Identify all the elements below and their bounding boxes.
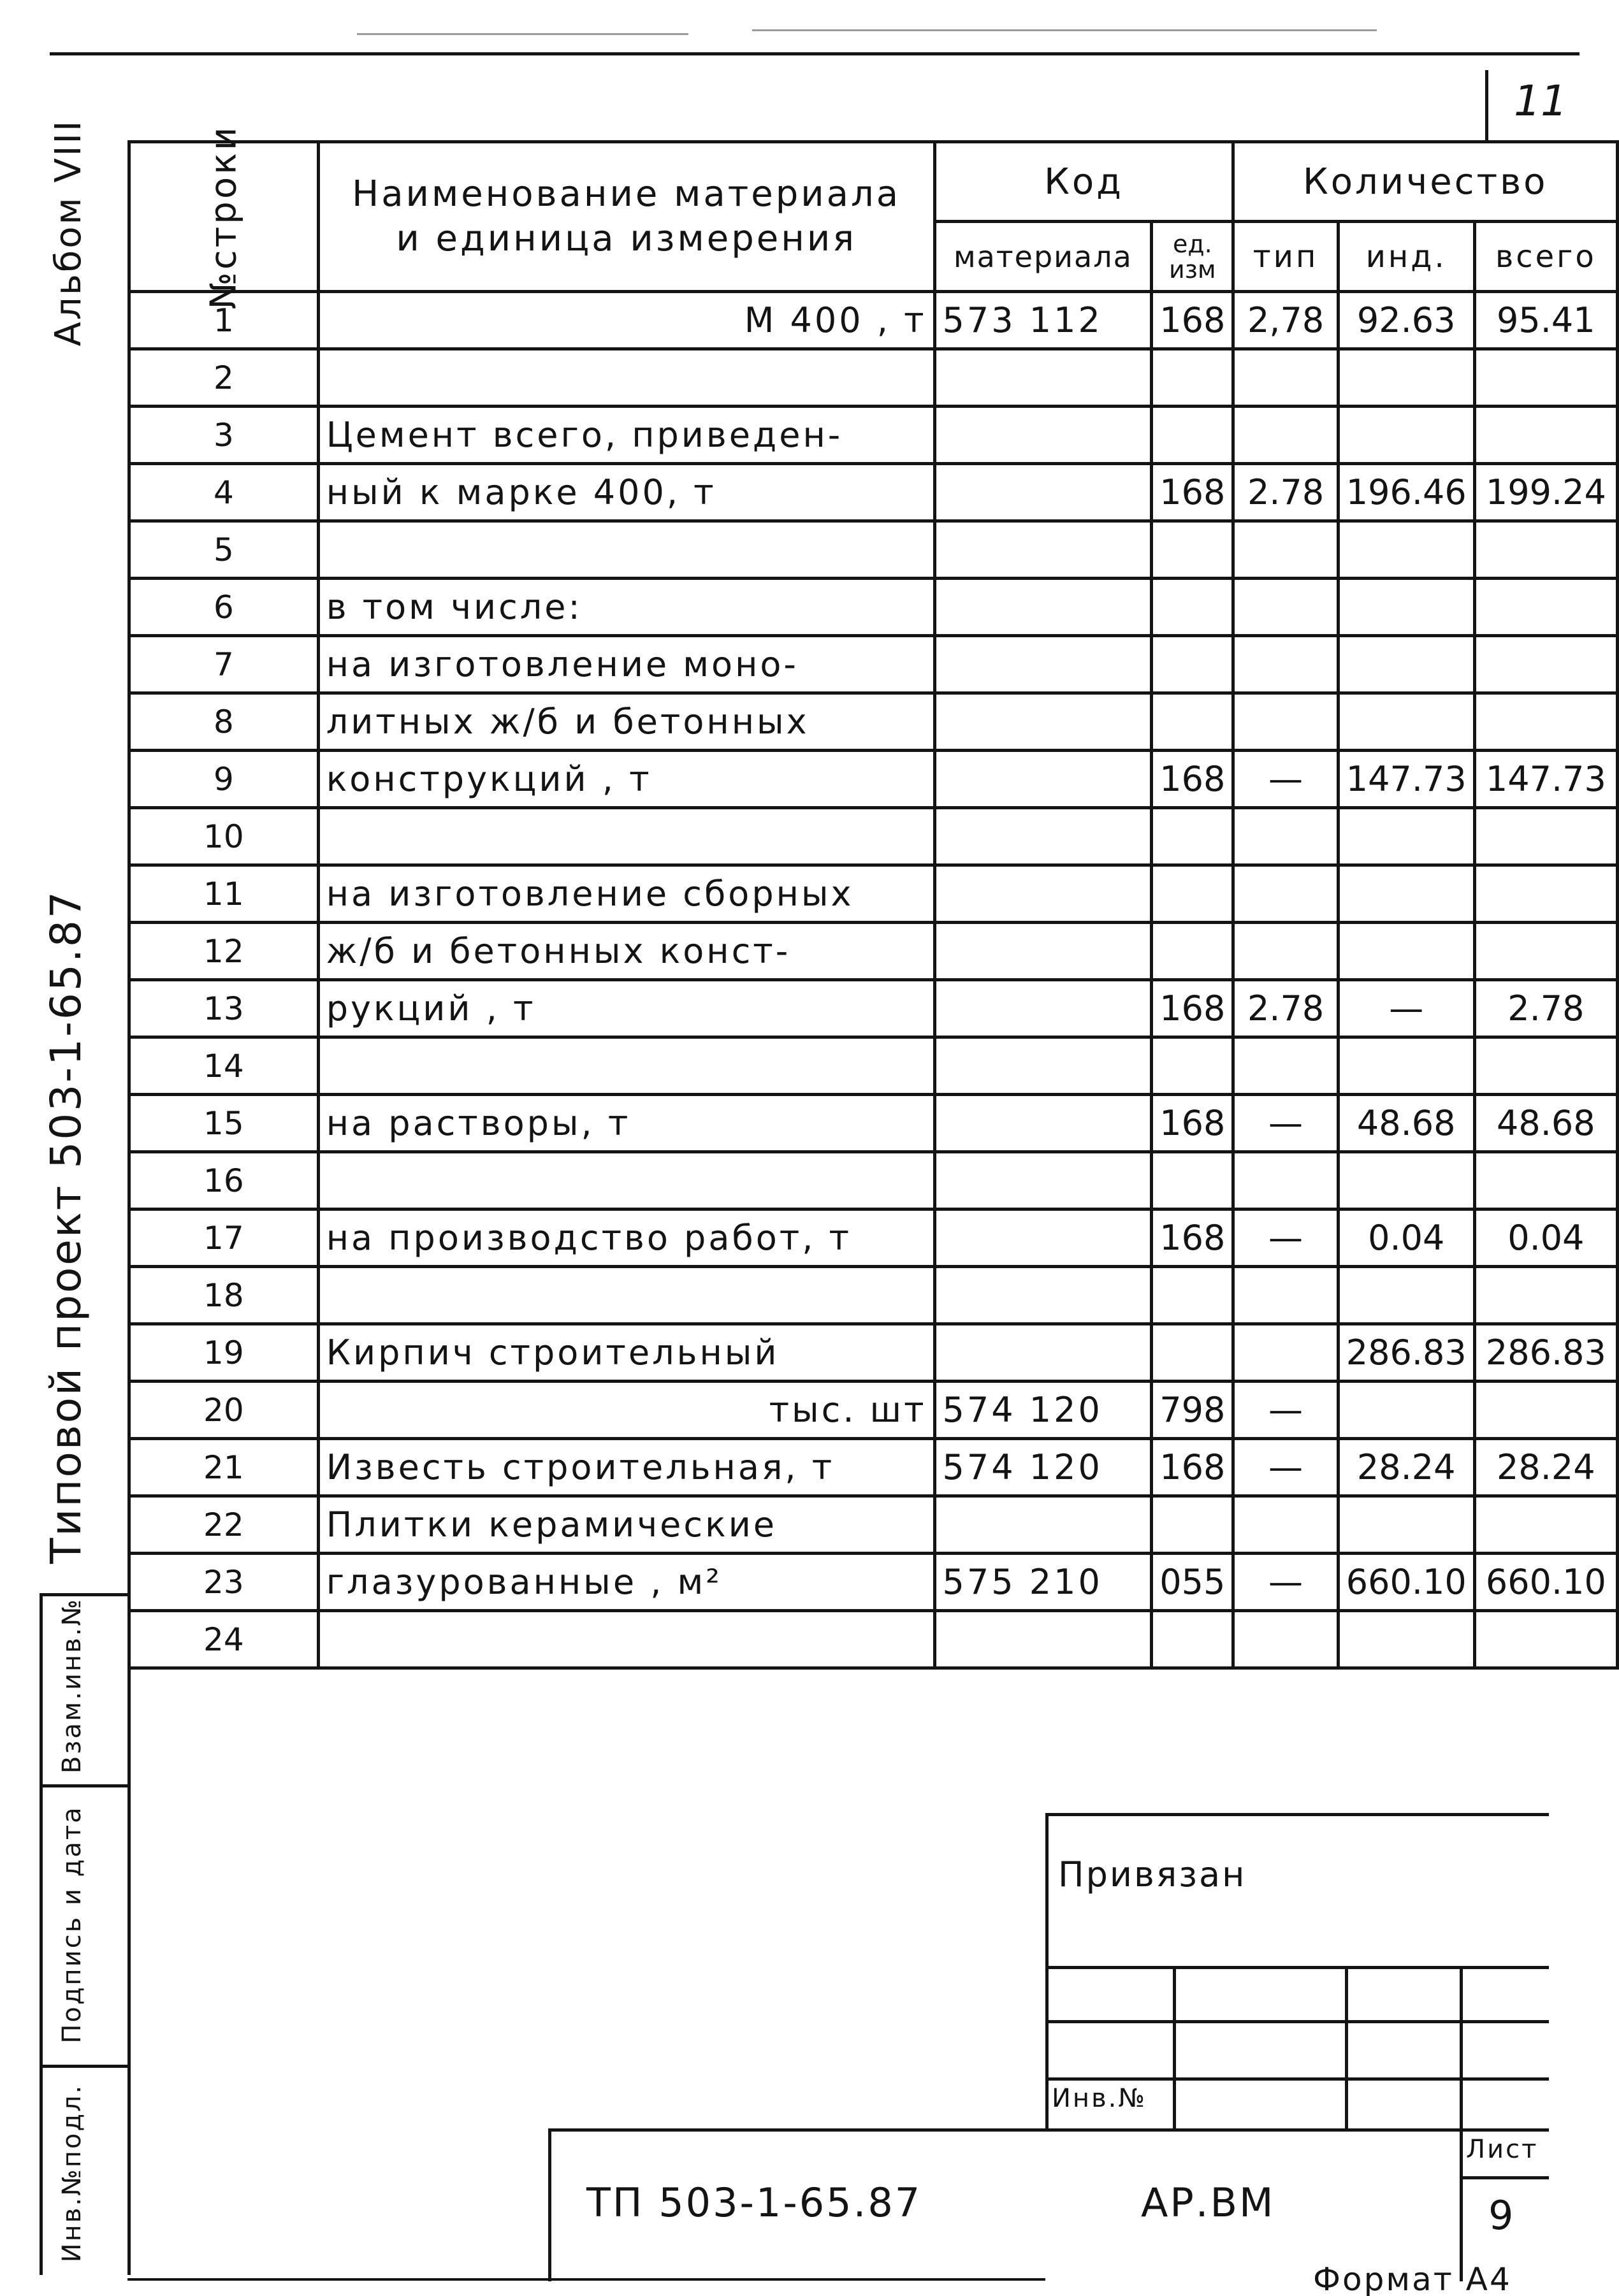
material-name: глазурованные , м² [318, 1554, 934, 1611]
material-name: на производство работ, т [318, 1209, 934, 1267]
material-code [934, 579, 1152, 636]
qty-ind [1338, 693, 1474, 751]
material-name: тыс. шт [318, 1382, 934, 1439]
qty-type: — [1233, 1554, 1338, 1611]
material-code [934, 693, 1152, 751]
material-code [934, 636, 1152, 693]
qty-ind: 28.24 [1338, 1439, 1474, 1496]
qty-ind [1338, 636, 1474, 693]
table-row [129, 1382, 1618, 1439]
qty-total [1474, 923, 1617, 980]
material-code [934, 980, 1152, 1037]
qty-type: — [1233, 1439, 1338, 1496]
bound-label: Привязан [1058, 1854, 1247, 1895]
qty-total: 199.24 [1474, 464, 1617, 521]
unit-code [1152, 1324, 1233, 1382]
margin-frame [40, 1593, 43, 2275]
album-label: Альбом VIII [48, 119, 89, 347]
qty-total [1474, 865, 1617, 923]
qty-type: 2.78 [1233, 464, 1338, 521]
title-block-line [1045, 1966, 1549, 1969]
qty-total [1474, 349, 1617, 407]
material-name [318, 521, 934, 579]
qty-type [1233, 407, 1338, 464]
title-block-main [548, 2128, 1549, 2132]
sheet-number: 9 [1488, 2192, 1516, 2239]
original-inv-label: Инв.№подл. [57, 2083, 87, 2263]
material-name [318, 1152, 934, 1209]
qty-total: 28.24 [1474, 1439, 1617, 1496]
qty-ind [1338, 808, 1474, 865]
material-name: ж/б и бетонных конст- [318, 923, 934, 980]
top-rule [50, 52, 1579, 55]
project-label: Типовой проект 503-1-65.87 [41, 890, 91, 1564]
title-block-main [1460, 2176, 1549, 2179]
scan-artifact [752, 29, 1377, 31]
title-block-frame [1045, 1813, 1049, 2128]
material-code [934, 1037, 1152, 1095]
qty-total: 286.83 [1474, 1324, 1617, 1382]
qty-ind [1338, 1267, 1474, 1324]
table-row [129, 751, 1618, 808]
qty-ind [1338, 923, 1474, 980]
header-material-name: Наименование материала и единица измерения [318, 142, 934, 292]
table-row [129, 1267, 1618, 1324]
table-row [129, 865, 1618, 923]
table-row [129, 579, 1618, 636]
material-name: в том числе: [318, 579, 934, 636]
unit-code: 168 [1152, 464, 1233, 521]
margin-divider [40, 1784, 129, 1787]
material-name [318, 349, 934, 407]
table-row [129, 923, 1618, 980]
materials-table [127, 124, 1619, 1670]
row-number: 13 [129, 980, 319, 1037]
row-number: 20 [129, 1382, 319, 1439]
row-number: 24 [129, 1611, 319, 1668]
row-number: 5 [129, 521, 319, 579]
material-code [934, 464, 1152, 521]
unit-code [1152, 693, 1233, 751]
row-number: 6 [129, 579, 319, 636]
qty-type: — [1233, 1382, 1338, 1439]
qty-type: — [1233, 1209, 1338, 1267]
unit-code [1152, 349, 1233, 407]
unit-code: 798 [1152, 1382, 1233, 1439]
unit-code: 168 [1152, 292, 1233, 349]
material-code [934, 521, 1152, 579]
row-number: 7 [129, 636, 319, 693]
qty-ind [1338, 349, 1474, 407]
unit-code [1152, 1496, 1233, 1554]
table-row [129, 1554, 1618, 1611]
qty-total [1474, 693, 1617, 751]
header-code: Код [934, 142, 1233, 222]
bottom-rule [127, 2278, 1045, 2281]
qty-ind [1338, 1152, 1474, 1209]
material-code [934, 1095, 1152, 1152]
unit-code [1152, 1611, 1233, 1668]
qty-ind: 48.68 [1338, 1095, 1474, 1152]
qty-total [1474, 1382, 1617, 1439]
scan-artifact [357, 33, 688, 35]
title-block-line [1345, 1966, 1348, 2128]
header-qty-ind: инд. [1338, 222, 1474, 292]
signature-date-label: Подпись и дата [57, 1805, 87, 2044]
qty-total: 2.78 [1474, 980, 1617, 1037]
row-number: 10 [129, 808, 319, 865]
qty-type [1233, 1267, 1338, 1324]
row-number: 14 [129, 1037, 319, 1095]
qty-ind [1338, 1496, 1474, 1554]
qty-type [1233, 521, 1338, 579]
format-label: Формат А4 [1313, 2261, 1512, 2296]
unit-code: 168 [1152, 1095, 1233, 1152]
qty-ind: — [1338, 980, 1474, 1037]
unit-code [1152, 407, 1233, 464]
replace-inv-label: Взам.инв.№ [57, 1597, 87, 1774]
header-code-material: материала [934, 222, 1152, 292]
unit-code [1152, 923, 1233, 980]
qty-ind [1338, 407, 1474, 464]
qty-total [1474, 808, 1617, 865]
material-name [318, 808, 934, 865]
sheet-label: Лист [1466, 2135, 1539, 2164]
qty-total [1474, 1037, 1617, 1095]
material-code: 574 120 [934, 1382, 1152, 1439]
table-row [129, 464, 1618, 521]
table-row [129, 349, 1618, 407]
title-block-frame [1045, 1813, 1549, 1816]
qty-type [1233, 808, 1338, 865]
qty-ind: 147.73 [1338, 751, 1474, 808]
qty-total [1474, 521, 1617, 579]
qty-total: 0.04 [1474, 1209, 1617, 1267]
header-row-number: №строки [129, 142, 319, 292]
qty-total [1474, 1496, 1617, 1554]
material-code [934, 1267, 1152, 1324]
qty-type: 2,78 [1233, 292, 1338, 349]
qty-type [1233, 1324, 1338, 1382]
qty-ind: 92.63 [1338, 292, 1474, 349]
material-code [934, 923, 1152, 980]
material-name [318, 1037, 934, 1095]
material-name: Кирпич строительный [318, 1324, 934, 1382]
material-name: Плитки керамические [318, 1496, 934, 1554]
title-block-line [1173, 1966, 1176, 2128]
material-code [934, 1611, 1152, 1668]
unit-code: 055 [1152, 1554, 1233, 1611]
qty-ind: 660.10 [1338, 1554, 1474, 1611]
qty-total [1474, 579, 1617, 636]
unit-code: 168 [1152, 980, 1233, 1037]
title-block-line [1045, 2020, 1549, 2023]
material-code [934, 349, 1152, 407]
qty-type [1233, 349, 1338, 407]
row-number: 19 [129, 1324, 319, 1382]
material-name: М 400 , т [318, 292, 934, 349]
material-name: на растворы, т [318, 1095, 934, 1152]
unit-code [1152, 521, 1233, 579]
qty-type [1233, 1496, 1338, 1554]
material-code: 574 120 [934, 1439, 1152, 1496]
qty-total [1474, 1267, 1617, 1324]
row-number: 12 [129, 923, 319, 980]
qty-type [1233, 1037, 1338, 1095]
qty-ind [1338, 865, 1474, 923]
table-row [129, 808, 1618, 865]
row-number: 17 [129, 1209, 319, 1267]
table-row [129, 407, 1618, 464]
row-number: 1 [129, 292, 319, 349]
qty-ind [1338, 1611, 1474, 1668]
unit-code [1152, 1037, 1233, 1095]
material-code [934, 1209, 1152, 1267]
row-number: 9 [129, 751, 319, 808]
material-code [934, 808, 1152, 865]
table-row [129, 1496, 1618, 1554]
qty-type [1233, 923, 1338, 980]
material-name: ный к марке 400, т [318, 464, 934, 521]
qty-type: — [1233, 1095, 1338, 1152]
unit-code [1152, 808, 1233, 865]
material-name: литных ж/б и бетонных [318, 693, 934, 751]
qty-type [1233, 693, 1338, 751]
row-number: 3 [129, 407, 319, 464]
material-code: 575 210 [934, 1554, 1152, 1611]
unit-code [1152, 636, 1233, 693]
header-qty-type: тип [1233, 222, 1338, 292]
title-block-main [1460, 2128, 1463, 2281]
material-code: 573 112 [934, 292, 1152, 349]
qty-ind [1338, 1382, 1474, 1439]
table-row [129, 1439, 1618, 1496]
material-name: Известь строительная, т [318, 1439, 934, 1496]
qty-type: 2.78 [1233, 980, 1338, 1037]
material-code [934, 1324, 1152, 1382]
header-qty-total: всего [1474, 222, 1617, 292]
unit-code: 168 [1152, 751, 1233, 808]
corner-sheet-number: 11 [1514, 76, 1567, 126]
table-row [129, 521, 1618, 579]
material-code [934, 407, 1152, 464]
qty-ind [1338, 579, 1474, 636]
material-name: Цемент всего, приведен- [318, 407, 934, 464]
material-code [934, 751, 1152, 808]
unit-code [1152, 1267, 1233, 1324]
material-code [934, 865, 1152, 923]
material-code [934, 1496, 1152, 1554]
header-code-unit: ед. изм [1152, 222, 1233, 292]
title-block-line [1460, 1966, 1463, 2128]
qty-total: 95.41 [1474, 292, 1617, 349]
qty-type [1233, 1152, 1338, 1209]
qty-ind: 286.83 [1338, 1324, 1474, 1382]
unit-code [1152, 579, 1233, 636]
material-name: на изготовление моно- [318, 636, 934, 693]
qty-type [1233, 865, 1338, 923]
qty-ind [1338, 1037, 1474, 1095]
row-number: 16 [129, 1152, 319, 1209]
qty-type: — [1233, 751, 1338, 808]
row-number: 11 [129, 865, 319, 923]
qty-total [1474, 636, 1617, 693]
material-name: конструкций , т [318, 751, 934, 808]
row-number: 23 [129, 1554, 319, 1611]
row-number: 22 [129, 1496, 319, 1554]
qty-type [1233, 579, 1338, 636]
table-row [129, 292, 1618, 349]
qty-ind: 0.04 [1338, 1209, 1474, 1267]
table-row [129, 1324, 1618, 1382]
doc-section: АР.ВМ [1141, 2179, 1275, 2226]
material-name: на изготовление сборных [318, 865, 934, 923]
unit-code [1152, 865, 1233, 923]
qty-type [1233, 1611, 1338, 1668]
qty-type [1233, 636, 1338, 693]
title-block-main [548, 2128, 551, 2281]
material-name [318, 1267, 934, 1324]
unit-code: 168 [1152, 1209, 1233, 1267]
row-number: 4 [129, 464, 319, 521]
row-number: 21 [129, 1439, 319, 1496]
title-block-line [1045, 2077, 1549, 2081]
table-row [129, 693, 1618, 751]
table-row [129, 1209, 1618, 1267]
header-quantity: Количество [1233, 142, 1618, 222]
table-row [129, 636, 1618, 693]
qty-total: 147.73 [1474, 751, 1617, 808]
doc-code: ТП 503-1-65.87 [586, 2179, 922, 2226]
table-row [129, 1037, 1618, 1095]
qty-total [1474, 1611, 1617, 1668]
unit-code [1152, 1152, 1233, 1209]
qty-total [1474, 1152, 1617, 1209]
row-number: 18 [129, 1267, 319, 1324]
row-number: 8 [129, 693, 319, 751]
qty-total [1474, 407, 1617, 464]
material-name: рукций , т [318, 980, 934, 1037]
row-number: 15 [129, 1095, 319, 1152]
table-row [129, 1152, 1618, 1209]
qty-total: 48.68 [1474, 1095, 1617, 1152]
row-number: 2 [129, 349, 319, 407]
qty-total: 660.10 [1474, 1554, 1617, 1611]
material-name [318, 1611, 934, 1668]
table-row [129, 980, 1618, 1037]
inv-label: Инв.№ [1052, 2084, 1147, 2113]
material-code [934, 1152, 1152, 1209]
unit-code: 168 [1152, 1439, 1233, 1496]
table-row [129, 1095, 1618, 1152]
table-row [129, 1611, 1618, 1668]
qty-ind [1338, 521, 1474, 579]
qty-ind: 196.46 [1338, 464, 1474, 521]
